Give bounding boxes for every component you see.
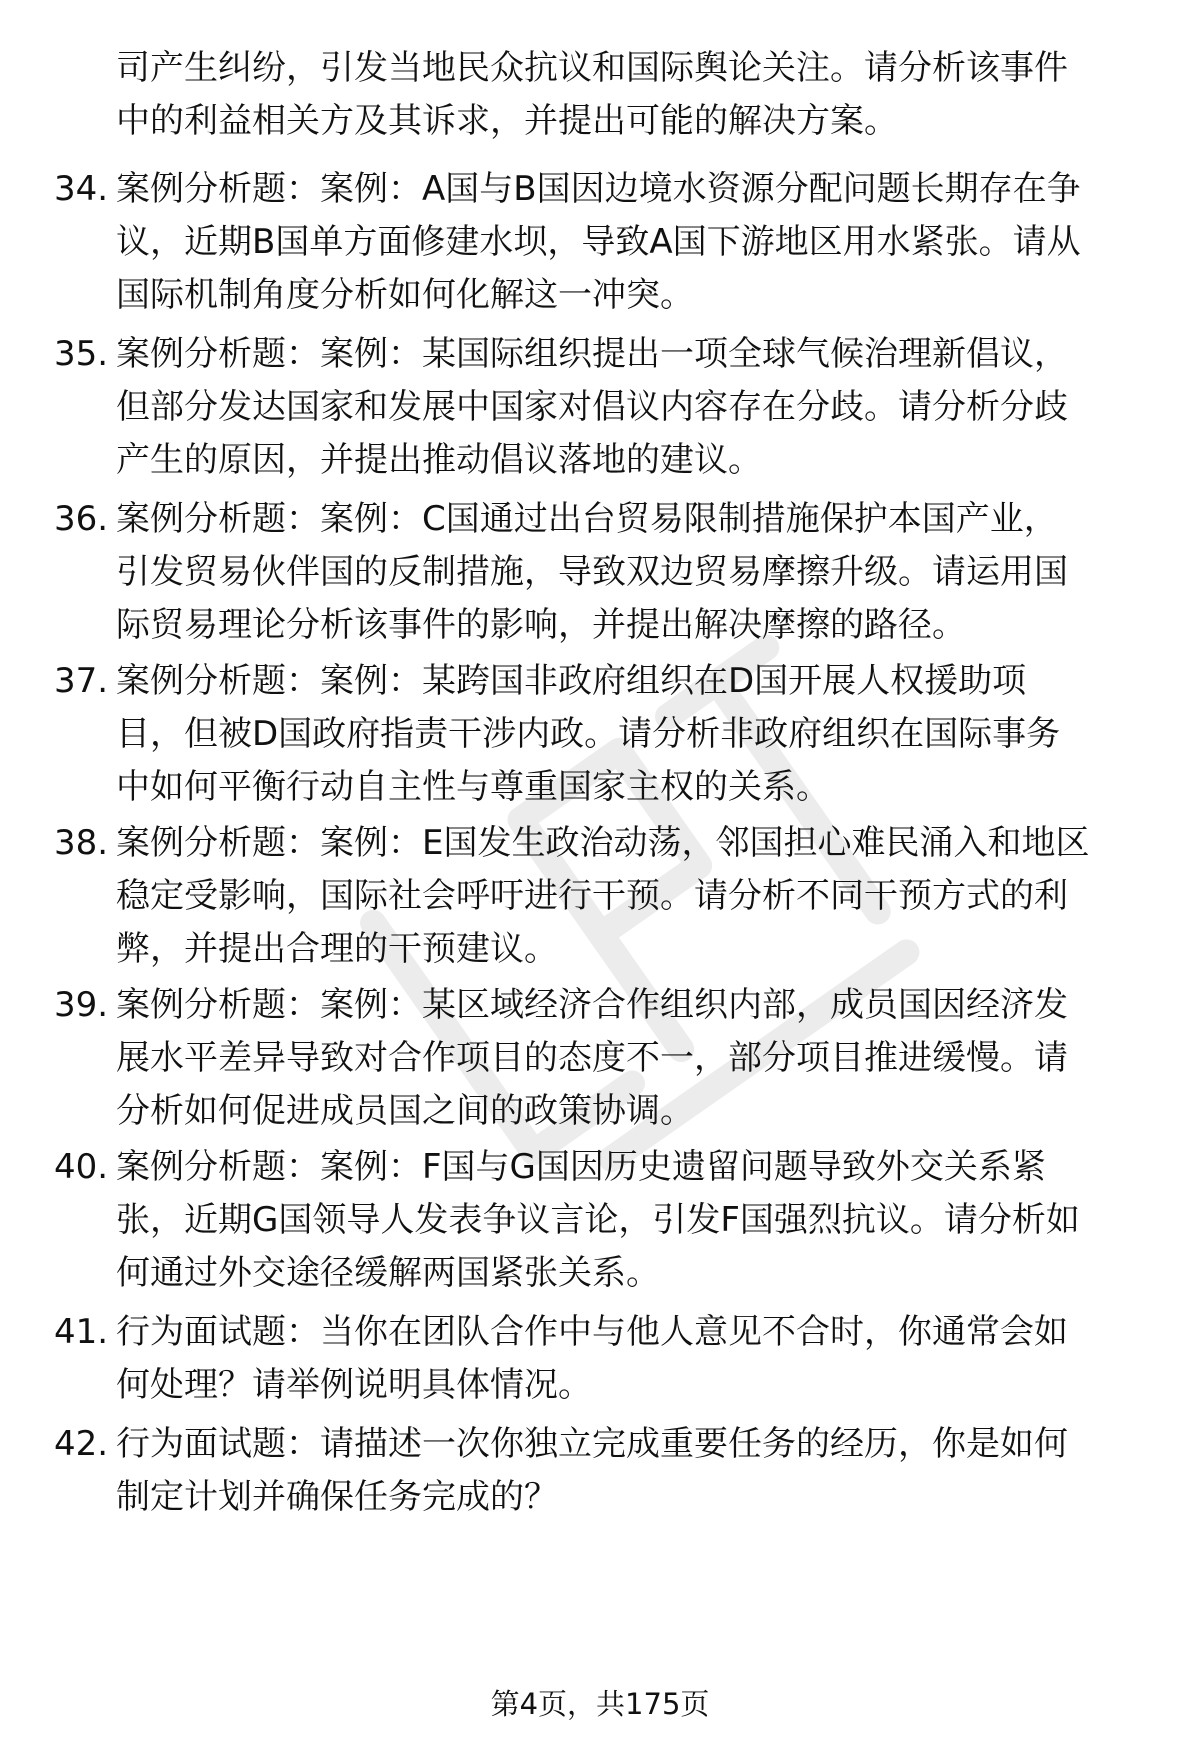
question-number: 41. [54, 1312, 109, 1352]
question-number: 40. [54, 1147, 109, 1187]
text-line: 案例分析题：案例：某跨国非政府组织在D国开展人权援助项 [116, 661, 1027, 701]
question-number: 34. [54, 169, 109, 209]
text-line: 国际机制角度分析如何化解这一冲突。 [116, 275, 694, 315]
page-number-footer: 第4页，共175页 [490, 1687, 710, 1721]
text-line: 弊，并提出合理的干预建议。 [116, 929, 558, 969]
text-line: 但部分发达国家和发展中国家对倡议内容存在分歧。请分析分歧 [116, 387, 1068, 427]
text-line: 张，近期G国领导人发表争议言论，引发F国强烈抗议。请分析如 [116, 1200, 1080, 1240]
text-line: 稳定受影响，国际社会呼吁进行干预。请分析不同干预方式的利 [116, 876, 1068, 916]
text-line: 际贸易理论分析该事件的影响，并提出解决摩擦的路径。 [116, 605, 966, 645]
text-line: 议，近期B国单方面修建水坝，导致A国下游地区用水紧张。请从 [116, 222, 1081, 262]
text-line: 引发贸易伙伴国的反制措施，导致双边贸易摩擦升级。请运用国 [116, 552, 1068, 592]
text-line: 展水平差异导致对合作项目的态度不一，部分项目推进缓慢。请 [116, 1038, 1068, 1078]
text-line: 分析如何促进成员国之间的政策协调。 [116, 1091, 694, 1131]
text-line: 行为面试题：当你在团队合作中与他人意见不合时，你通常会如 [116, 1312, 1068, 1352]
text-line: 行为面试题：请描述一次你独立完成重要任务的经历，你是如何 [116, 1424, 1068, 1464]
text-line: 中的利益相关方及其诉求，并提出可能的解决方案。 [116, 101, 898, 141]
text-line: 司产生纠纷，引发当地民众抗议和国际舆论关注。请分析该事件 [116, 48, 1068, 88]
text-line: 案例分析题：案例：C国通过出台贸易限制措施保护本国产业， [116, 499, 1058, 539]
text-line: 制定计划并确保任务完成的？ [116, 1477, 558, 1517]
question-number: 36. [54, 499, 109, 539]
text-line: 目，但被D国政府指责干涉内政。请分析非政府组织在国际事务 [116, 714, 1061, 754]
text-line: 案例分析题：案例：某国际组织提出一项全球气候治理新倡议， [116, 334, 1068, 374]
question-number: 39. [54, 985, 109, 1025]
question-number: 35. [54, 334, 109, 374]
text-line: 案例分析题：案例：F国与G国因历史遗留问题导致外交关系紧 [116, 1147, 1046, 1187]
text-line: 案例分析题：案例：A国与B国因边境水资源分配问题长期存在争 [116, 169, 1081, 209]
text-line: 何通过外交途径缓解两国紧张关系。 [116, 1253, 660, 1293]
question-number: 42. [54, 1424, 109, 1464]
text-line: 案例分析题：案例：某区域经济合作组织内部，成员国因经济发 [116, 985, 1068, 1025]
question-number: 37. [54, 661, 109, 701]
question-number: 38. [54, 823, 109, 863]
text-line: 案例分析题：案例：E国发生政治动荡，邻国担心难民涌入和地区 [116, 823, 1090, 863]
text-line: 何处理？请举例说明具体情况。 [116, 1365, 592, 1405]
text-line: 中如何平衡行动自主性与尊重国家主权的关系。 [116, 767, 830, 807]
text-line: 产生的原因，并提出推动倡议落地的建议。 [116, 440, 762, 480]
